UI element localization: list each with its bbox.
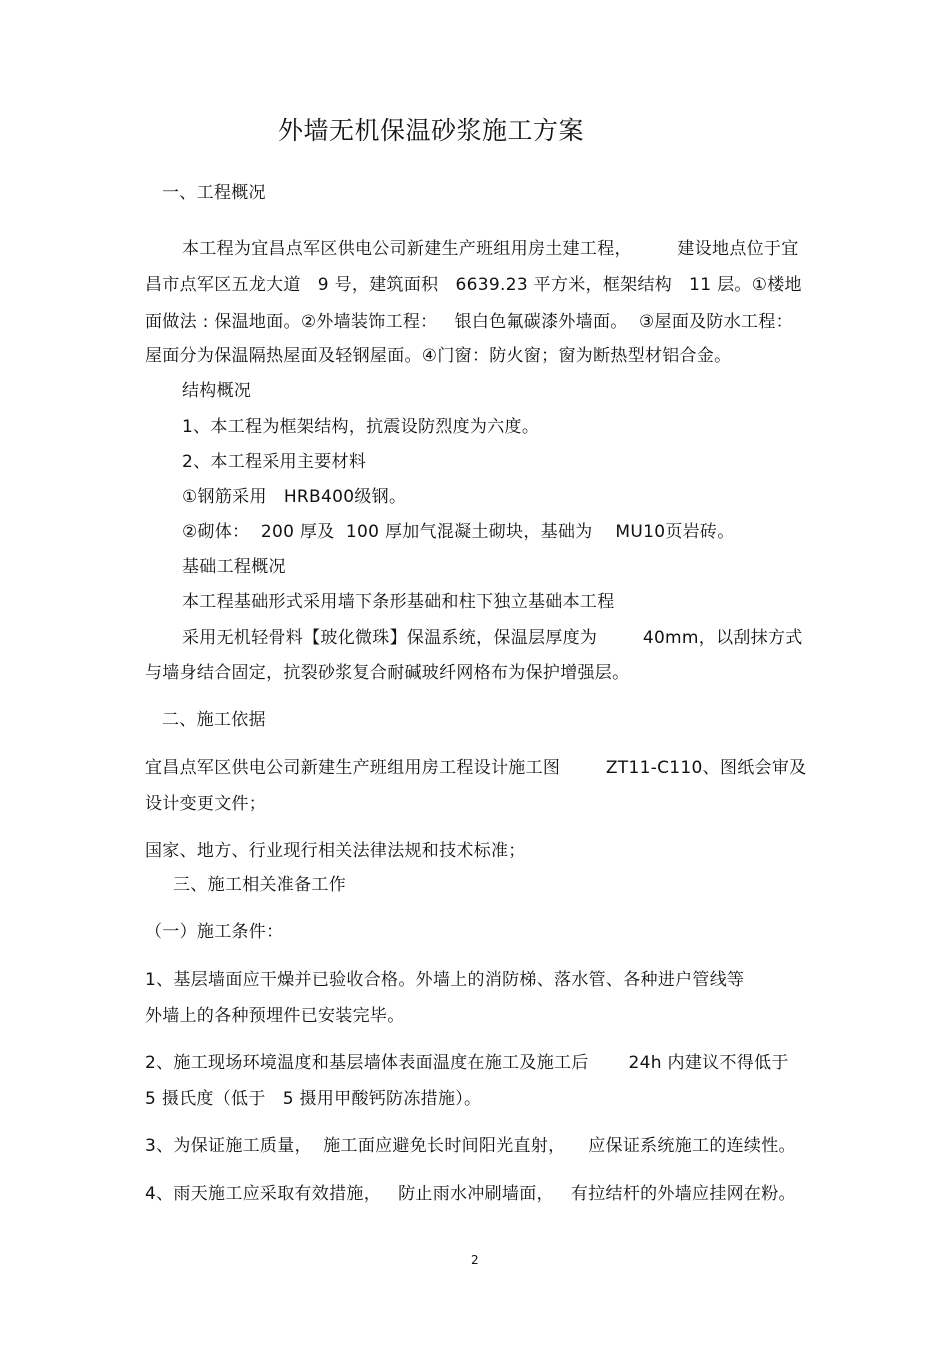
subheading-conditions: （一）施工条件： xyxy=(145,922,284,942)
document-title: 外墙无机保温砂浆施工方案 xyxy=(278,116,585,145)
list-item: 1、基层墙面应干燥并已验收合格。外墙上的消防梯、落水管、各种进户管线等 xyxy=(145,970,745,990)
subheading-structure: 结构概况 xyxy=(182,381,252,401)
list-item: ①钢筋采用 HRB400级钢。 xyxy=(182,487,407,507)
section-heading-overview: 一、工程概况 xyxy=(162,183,266,203)
paragraph-line: 与墙身结合固定，抗裂砂浆复合耐碱玻纤网格布为保护增强层。 xyxy=(145,663,630,683)
paragraph-line: 本工程为宜昌点军区供电公司新建生产班组用房土建工程， 建设地点位于宜 xyxy=(182,239,799,259)
list-item: 外墙上的各种预埋件已安装完毕。 xyxy=(145,1006,405,1026)
paragraph-line: 面做法 : 保温地面。②外墙装饰工程： 银白色氟碳漆外墙面。 ③屋面及防水工程： xyxy=(145,312,793,332)
list-item: ②砌体： 200 厚及 100 厚加气混凝土砌块，基础为 MU10页岩砖。 xyxy=(182,522,735,542)
list-item: 1、本工程为框架结构，抗震设防烈度为六度。 xyxy=(182,417,540,437)
paragraph-line: 宜昌点军区供电公司新建生产班组用房工程设计施工图 ZT11-C110、图纸会审及 xyxy=(145,758,807,778)
paragraph-line: 设计变更文件； xyxy=(145,794,267,814)
paragraph-line: 国家、地方、行业现行相关法律法规和技术标准； xyxy=(145,841,526,861)
paragraph-line: 屋面分为保温隔热屋面及轻钢屋面。④门窗：防火窗；窗为断热型材铝合金。 xyxy=(145,346,732,366)
list-item: 5 摄氏度（低于 5 摄用甲酸钙防冻措施）。 xyxy=(145,1089,482,1109)
list-item: 4、雨天施工应采取有效措施， 防止雨水冲刷墙面， 有拉结杆的外墙应挂网在粉。 xyxy=(145,1184,796,1204)
list-item: 2、本工程采用主要材料 xyxy=(182,452,367,472)
subheading-foundation: 基础工程概况 xyxy=(182,557,286,577)
paragraph-line: 本工程基础形式采用墙下条形基础和柱下独立基础本工程 xyxy=(182,592,615,612)
section-heading-basis: 二、施工依据 xyxy=(162,710,266,730)
page-number: 2 xyxy=(471,1253,479,1267)
paragraph-line: 昌市点军区五龙大道 9 号，建筑面积 6639.23 平方米，框架结构 11 层。①楼地 xyxy=(145,275,802,295)
list-item: 3、为保证施工质量， 施工面应避免长时间阳光直射， 应保证系统施工的连续性。 xyxy=(145,1136,796,1156)
paragraph-line: 采用无机轻骨料【玻化微珠】保温系统，保温层厚度为 40mm，以刮抹方式 xyxy=(182,628,803,648)
list-item: 2、施工现场环境温度和基层墙体表面温度在施工及施工后 24h 内建议不得低于 xyxy=(145,1053,789,1073)
section-heading-preparation: 三、施工相关准备工作 xyxy=(173,875,346,895)
